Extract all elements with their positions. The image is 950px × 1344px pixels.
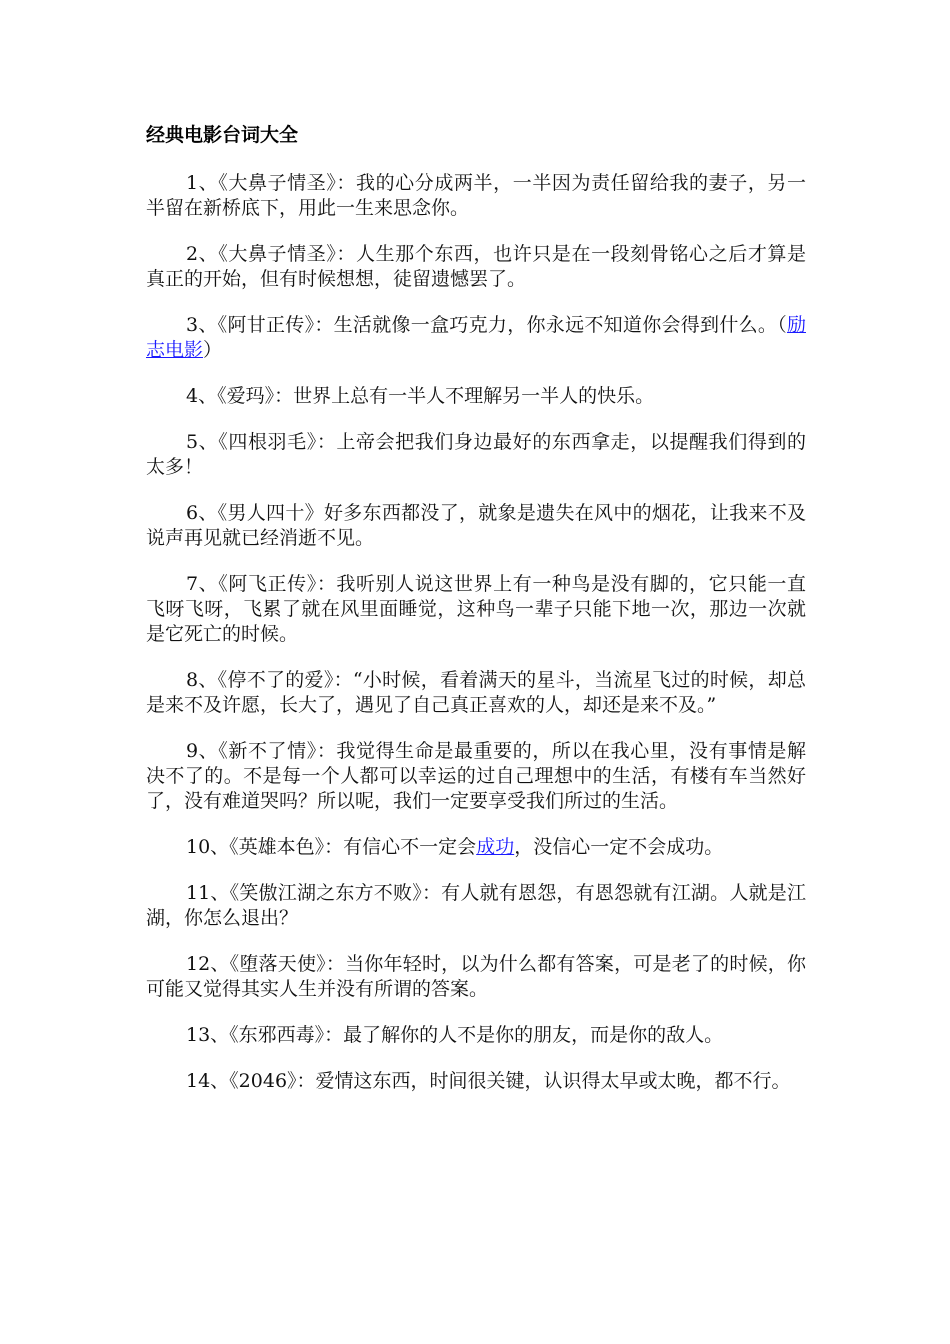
quote-paragraph-4: 4、《爱玛》：世界上总有一半人不理解另一半人的快乐。 [186,385,655,407]
motivational-movie-link[interactable]: 励志电影 [146,314,806,361]
quote-paragraph-7: 7、《阿飞正传》：我听别人说这世界上有一种鸟是没有脚的，它只能一直飞呀飞呀，飞累了就在风里面睡觉，这种鸟一辈子只能下地一次，那边一次就是它死亡的时候。 [146,573,806,645]
quote-paragraph-11: 11、《笑傲江湖之东方不败》：有人就有恩怨，有恩怨就有江湖。人就是江湖，你怎么退出？ [146,882,806,929]
quote-paragraph-6: 6、《男人四十》好多东西都没了，就象是遗失在风中的烟花，让我来不及说声再见就已经消逝不见。 [146,502,806,549]
document-title: 经典电影台词大全 [146,124,299,146]
quote-paragraph-5: 5、《四根羽毛》：上帝会把我们身边最好的东西拿走，以提醒我们得到的太多！ [146,431,806,478]
quote-paragraph-14: 14、《2046》：爱情这东西，时间很关键，认识得太早或太晚，都不行。 [186,1070,791,1092]
quote-paragraph-10 [146,835,806,860]
quote-10-text-before: 10、《英雄本色》：有信心不一定会 [186,836,477,858]
success-link[interactable]: 成功 [476,836,515,858]
quote-paragraph-1: 1、《大鼻子情圣》：我的心分成两半，一半因为责任留给我的妻子，另一半留在新桥底下，用此一生来思念你。 [146,172,806,219]
quote-paragraph-12: 12、《堕落天使》：当你年轻时，以为什么都有答案，可是老了的时候，你可能又觉得其实人生并没有所谓的答案。 [146,953,806,1000]
quote-10-text-after: ，没信心一定不会成功。 [514,836,724,858]
quote-paragraph-13: 13、《东邪西毒》：最了解你的人不是你的朋友，而是你的敌人。 [186,1024,724,1046]
quote-paragraph-3 [146,313,806,363]
quote-3-text-before: 3、《阿甘正传》：生活就像一盒巧克力，你永远不知道你会得到什么。（ [186,314,787,336]
quote-3-text-after: ） [203,339,223,361]
quote-paragraph-2: 2、《大鼻子情圣》：人生那个东西，也许只是在一段刻骨铭心之后才算是真正的开始，但有时候想想，徒留遗憾罢了。 [146,243,806,290]
quote-paragraph-9: 9、《新不了情》：我觉得生命是最重要的，所以在我心里，没有事情是解决不了的。不是每一个人都可以幸运的过自己理想中的生活，有楼有车当然好了，没有难道哭吗？所以呢，我们一定要享受我们所过的生活。 [146,740,806,812]
document-page [146,122,806,1115]
quote-paragraph-8: 8、《停不了的爱》：“小时候，看着满天的星斗，当流星飞过的时候，却总是来不及许愿，长大了，遇见了自己真正喜欢的人，却还是来不及。” [146,669,806,716]
